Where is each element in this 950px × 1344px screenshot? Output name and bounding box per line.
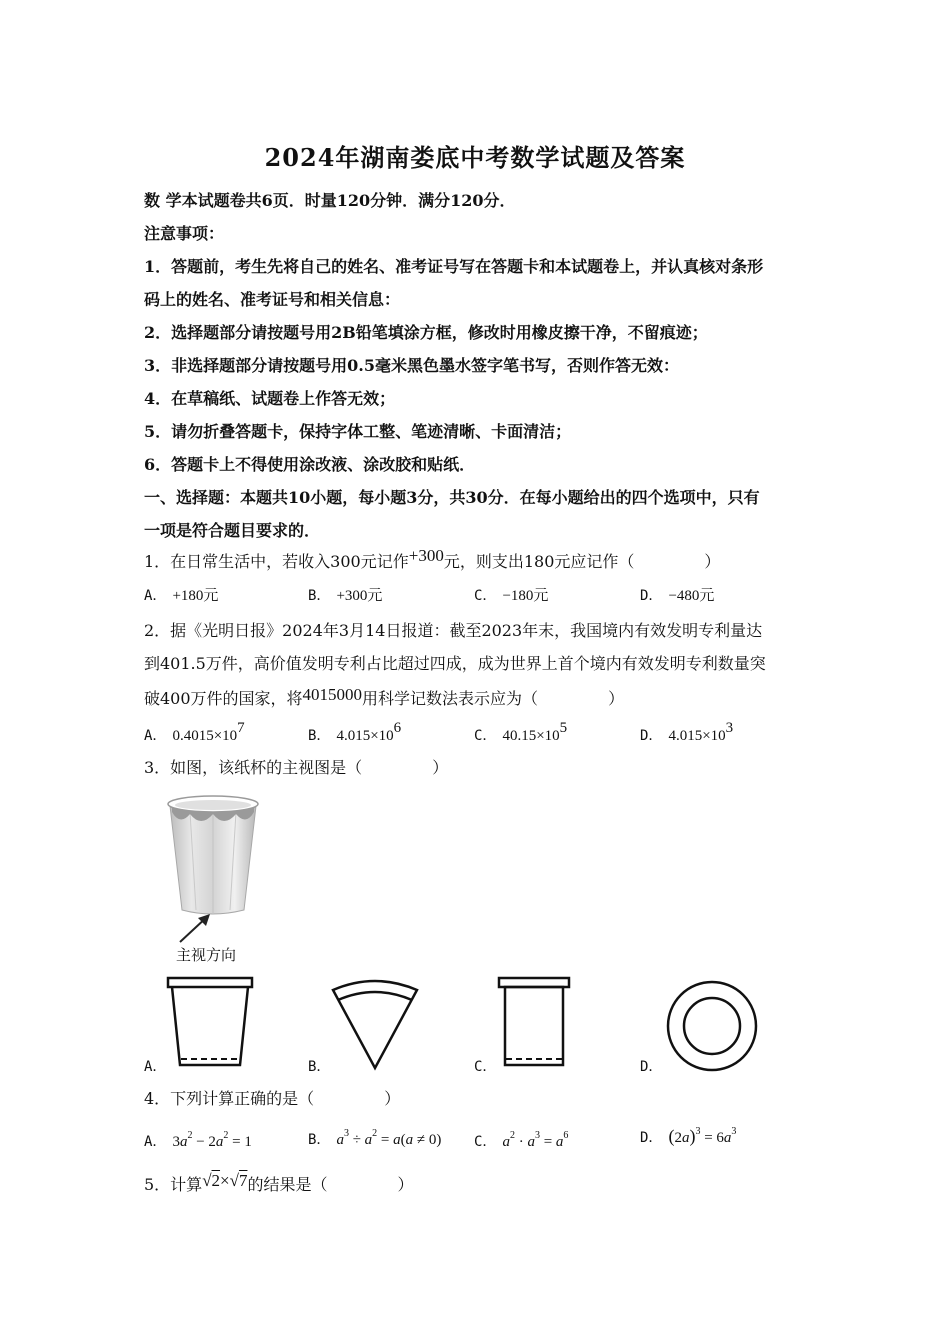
page-title: 2024年湖南娄底中考数学试题及答案 <box>264 143 686 172</box>
question-2-line-3: 破400万件的国家，将4015000用科学记数法表示应为（ ） <box>144 685 625 708</box>
q1-math: +300 <box>408 546 444 565</box>
q1-close: ） <box>704 552 721 571</box>
notice-5: 5．请勿折叠答题卡，保持字体工整、笔迹清晰、卡面清洁； <box>144 422 572 441</box>
q4-b-expression: $a^3 \div a^2 = a(a \ne 0)$ <box>336 1128 442 1148</box>
section-1-heading: 一、选择题：本题共10小题，每小题3分，共30分．在每小题给出的四个选项中，只有 <box>144 488 760 507</box>
q1-option-d[interactable]: D． −480元 <box>640 586 715 604</box>
q5-expression: √2×√7 <box>202 1171 248 1190</box>
paper-cup-image <box>160 792 270 924</box>
option-c-rectangle-icon <box>497 975 571 1071</box>
question-1 <box>144 546 721 572</box>
question-3: 3．如图，该纸杯的主视图是（ ） <box>144 758 449 777</box>
q2-option-c[interactable]: C． $40.15\times 10^5$ <box>474 720 568 744</box>
q2-option-d[interactable]: D． $4.015\times 10^3$ <box>640 720 734 744</box>
section-1-heading-cont: 一项是符合题目要求的． <box>144 521 321 540</box>
q4-c-expression: $a^2 \cdot a^3 = a^6$ <box>502 1130 569 1150</box>
notice-header: 注意事项： <box>144 224 225 243</box>
q4-a-expression: $3a^2 - 2a^2 = 1$ <box>172 1130 252 1150</box>
q1-option-c[interactable]: C． −180元 <box>474 586 549 604</box>
notice-6: 6．答题卡上不得使用涂改液、涂改胶和贴纸． <box>144 455 476 474</box>
q4-option-c[interactable]: C． $a^2 \cdot a^3 = a^6$ <box>474 1130 569 1150</box>
question-5: 5．计算√2×√7的结果是（ ） <box>144 1171 414 1194</box>
q3-option-a[interactable]: A． <box>144 1059 167 1075</box>
notice-3: 3．非选择题部分请按题号用0.5毫米黑色墨水签字笔书写，否则作答无效： <box>144 356 679 375</box>
intro-line: 数 学本试题卷共6页．时量120分钟．满分120分． <box>144 191 516 210</box>
q4-option-b[interactable]: B． $a^3 \div a^2 = a(a \ne 0)$ <box>308 1128 442 1148</box>
q1-text-post: 元，则支出180元应记作（ <box>443 552 635 571</box>
q2-math: 4015000 <box>302 685 363 704</box>
q1-text: 1．在日常生活中，若收入300元记作 <box>144 552 409 571</box>
question-2-line-2: 到401.5万件，高价值发明专利占比超过四成，成为世界上首个境内有效发明专利数量突 <box>144 654 766 673</box>
q3-option-c[interactable]: C． <box>474 1059 497 1075</box>
question-4: 4．下列计算正确的是（ ） <box>144 1089 401 1108</box>
option-d-rings-icon <box>664 978 760 1074</box>
notice-1a: 1．答题前，考生先将自己的姓名、准考证号写在答题卡和本试题卷上，并认真核对条形 <box>144 257 764 276</box>
arrow-icon <box>176 910 216 946</box>
q3-option-d[interactable]: D． <box>640 1059 663 1075</box>
q2-option-a[interactable]: A． $0.4015\times 10^7$ <box>144 720 245 744</box>
q2-option-b[interactable]: B． $4.015\times 10^6$ <box>308 720 402 744</box>
q1-option-b[interactable]: B． +300元 <box>308 586 383 604</box>
notice-4: 4．在草稿纸、试题卷上作答无效； <box>144 389 396 408</box>
option-b-sector-icon <box>330 976 420 1072</box>
q1-option-a[interactable]: A． +180元 <box>144 586 219 604</box>
notice-2: 2．选择题部分请按题号用2B铅笔填涂方框，修改时用橡皮擦干净，不留痕迹； <box>144 323 708 342</box>
direction-label: 主视方向 <box>176 946 237 964</box>
option-a-front-view-icon <box>166 975 254 1071</box>
notice-1b: 码上的姓名、准考证号和相关信息： <box>144 290 401 309</box>
q4-option-d[interactable]: D． $(2a)^3 = 6a^3$ <box>640 1126 737 1146</box>
question-2-line-1: 2．据《光明日报》2024年3月14日报道：截至2023年末，我国境内有效发明专利量达 <box>144 621 763 640</box>
q4-d-expression: $(2a)^3 = 6a^3$ <box>668 1126 737 1146</box>
q3-option-b[interactable]: B． <box>308 1059 331 1075</box>
q4-option-a[interactable]: A． $3a^2 - 2a^2 = 1$ <box>144 1130 252 1150</box>
